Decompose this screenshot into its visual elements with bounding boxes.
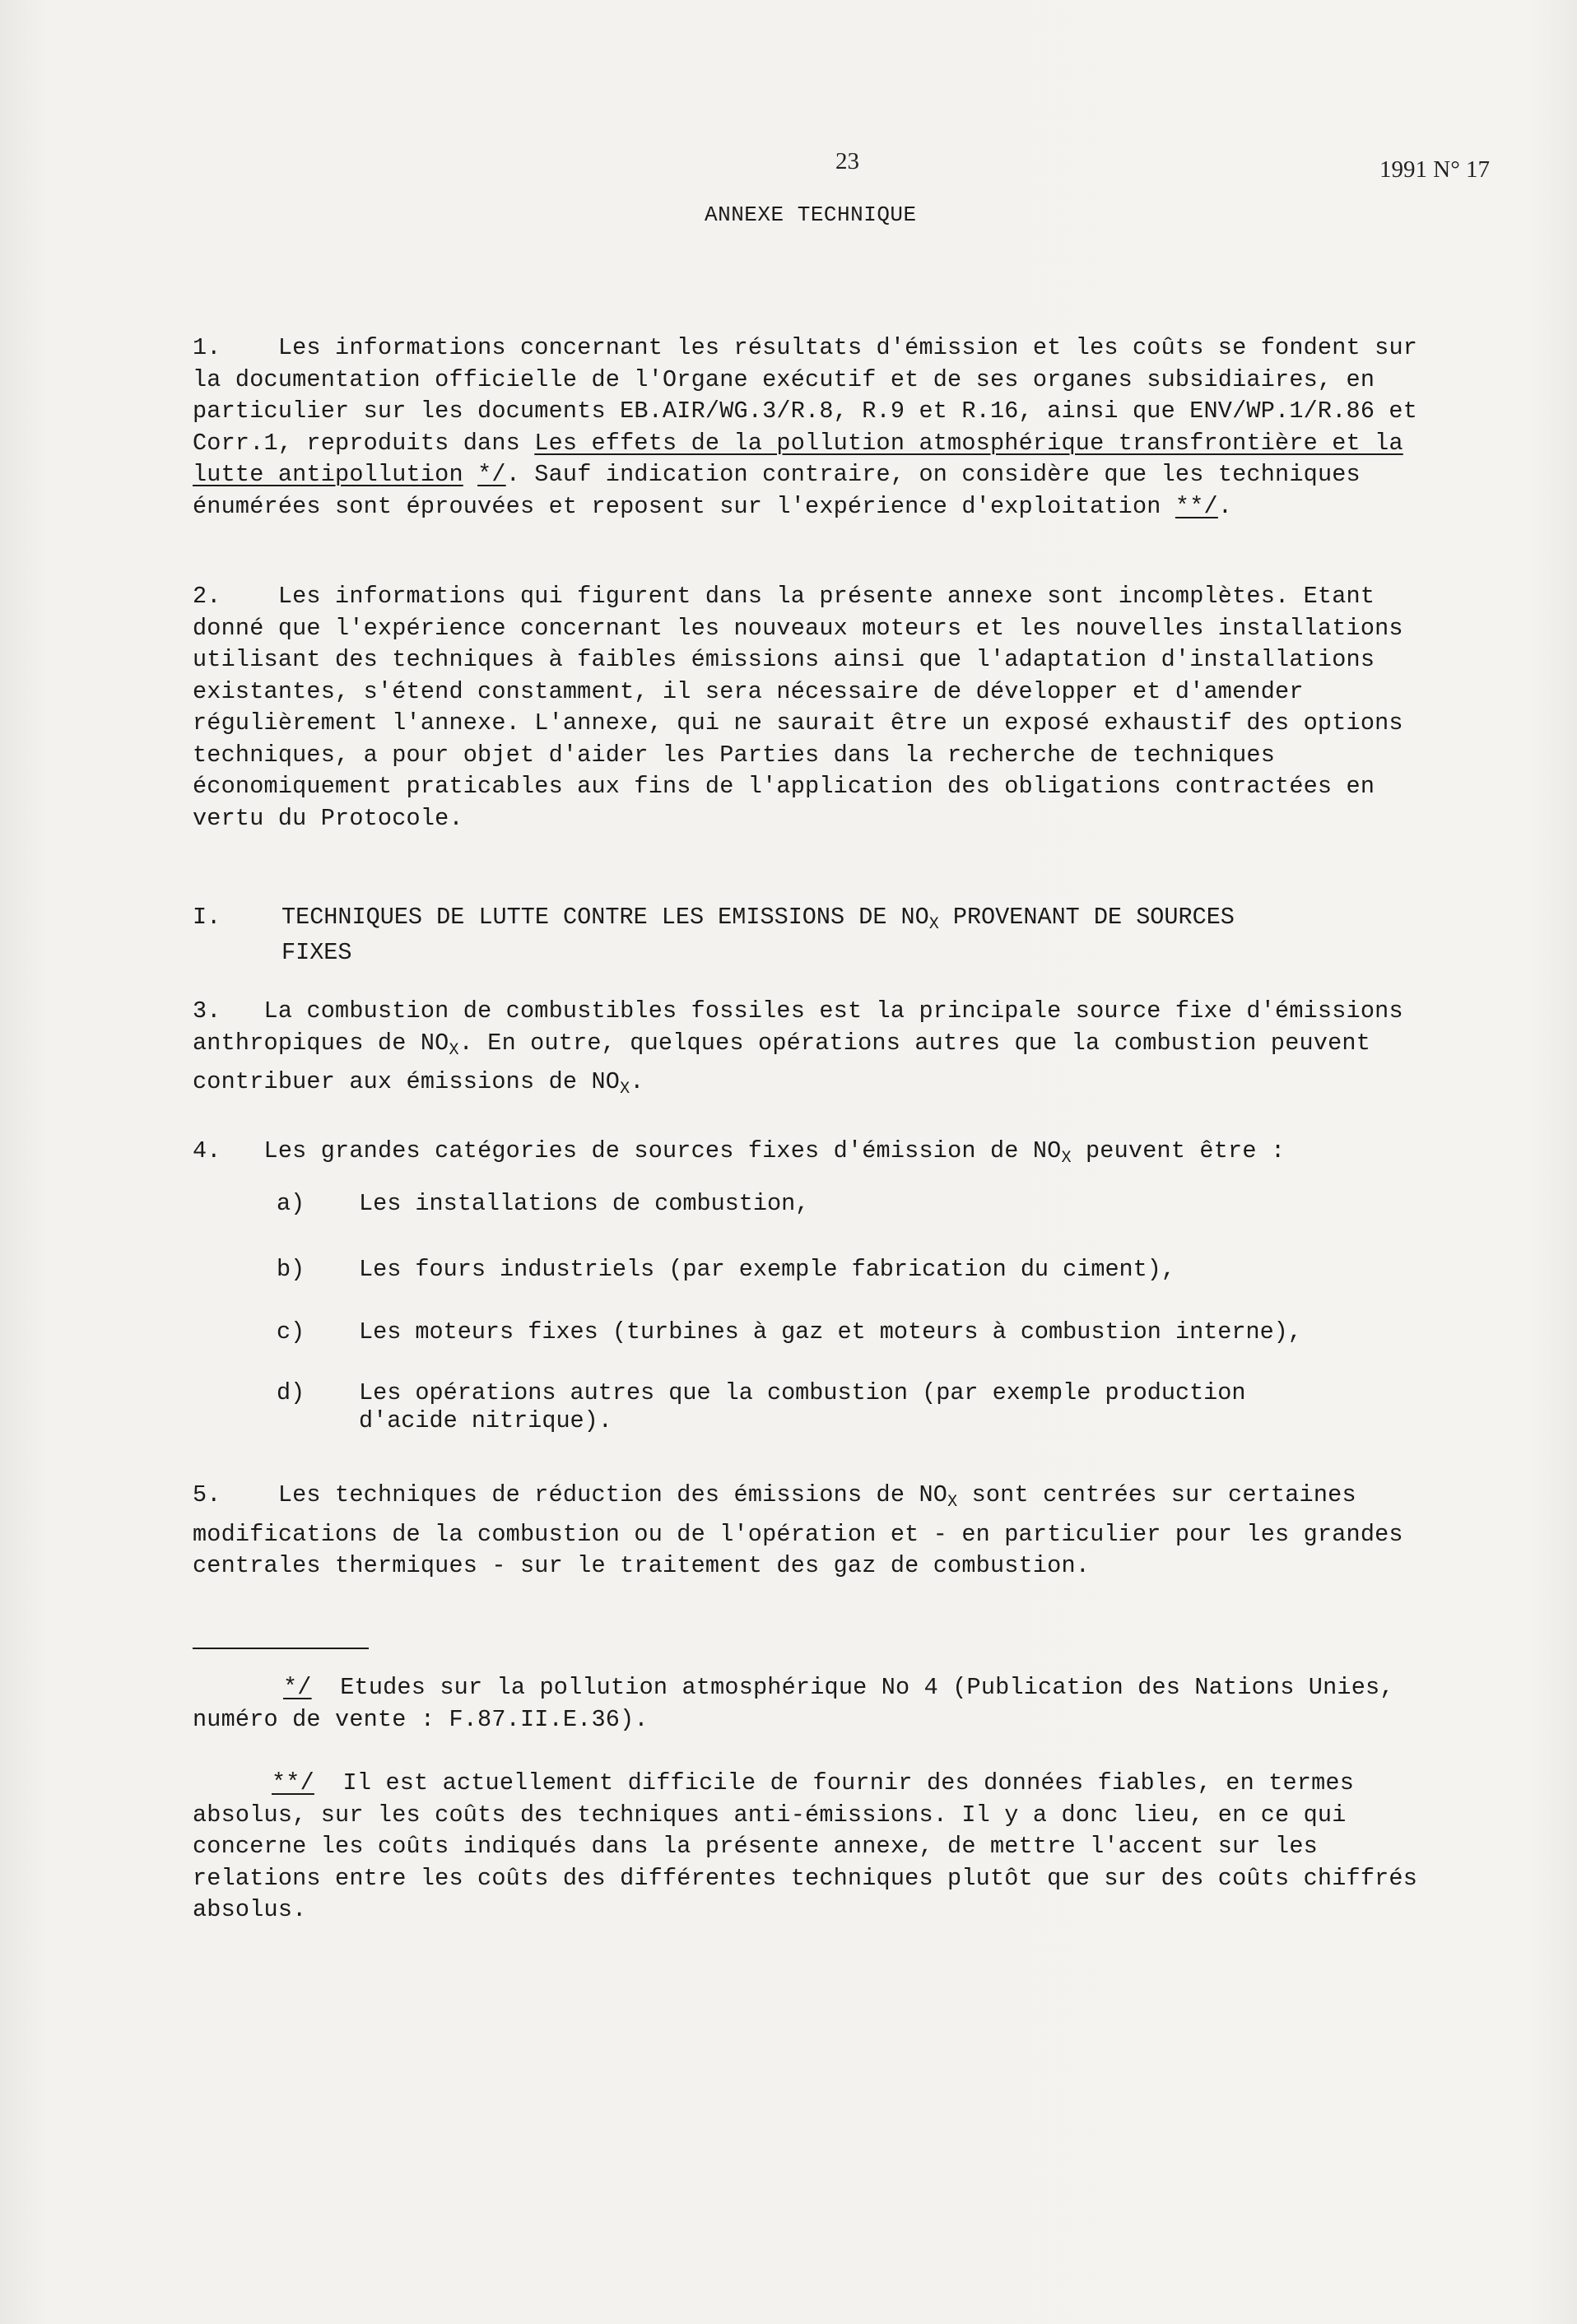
paragraph-1 xyxy=(193,332,1444,523)
paragraph-number: 1. xyxy=(193,334,221,361)
footnote-ref-1: */ xyxy=(477,461,506,488)
list-item: a) Les installations de combustion, xyxy=(277,1190,810,1217)
footnote-ref-2: **/ xyxy=(1175,492,1218,520)
issue-number: 1991 N° 17 xyxy=(1379,156,1491,183)
paragraph-3: 3. La combustion de combustibles fossiles est la principale source fixe d'émissions anthropiques de $NO_X$. En outre, quelques opérations autres que la combustion peuvent contribuer aux émissions de $NO_X$. xyxy=(193,997,1403,1099)
paragraph-2 xyxy=(193,581,1444,834)
paragraph-text: . xyxy=(1217,492,1233,520)
footnote-1: */ Etudes sur la pollution atmosphérique No 4 (Publication des Nations Unies, numéro de vente : F.87.II.E.36). xyxy=(193,1674,1394,1733)
list-item: d) Les opérations autres que la combustion (par exemple production d'acide nitrique). xyxy=(277,1379,1246,1434)
paragraph-text: . Sauf indication contraire, on considère que les techniques énumérées sont éprouvées et reposent sur l'expérience d'exploitation xyxy=(193,461,1361,520)
paragraph-5: 5. Les techniques de réduction des émissions de $NO_X$ sont centrées sur certaines modifications de la combustion ou de l'opération et - en particulier pour les grandes centrales thermiques - sur le traitement des gaz de combustion. xyxy=(193,1481,1403,1579)
annex-title: ANNEXE TECHNIQUE xyxy=(705,202,917,227)
paragraph-number: 3. xyxy=(193,997,221,1025)
paragraph-number: 5. xyxy=(193,1481,221,1508)
cited-publication-title: Les effets de la pollution atmosphérique transfrontière et la lutte antipollution xyxy=(193,429,1403,488)
footnote-separator xyxy=(193,1648,369,1649)
list-item: b) Les fours industriels (par exemple fabrication du ciment), xyxy=(277,1256,1175,1283)
section-number: I. xyxy=(193,904,221,931)
footnote-mark: */ xyxy=(283,1674,312,1701)
paragraph-text: Les informations qui figurent dans la présente annexe sont incomplètes. Etant donné que l'expérience concernant les nouveaux moteurs et les nouvelles installations utilisant des techniques à faibles émissions ainsi que l'adaptation d'installations existantes, s'étend constamment, il sera nécessaire de développer et d'amender régulièrement l'annexe. L'annexe, qui ne saurait être un exposé exhaustif des options techniques, a pour objet d'aider les Parties dans la recherche de techniques économiquement praticables aux fins de l'application des obligations contractées en vertu du Protocole. xyxy=(193,583,1403,832)
list-item: c) Les moteurs fixes (turbines à gaz et moteurs à combustion interne), xyxy=(277,1318,1302,1346)
paragraph-number: 2. xyxy=(193,583,221,610)
paragraph-number: 4. xyxy=(193,1137,221,1164)
footnote-mark: **/ xyxy=(272,1769,314,1796)
section-heading-I xyxy=(193,904,1444,966)
paragraph-text: Les informations concernant les résultats d'émission et les coûts se fondent sur la documentation officielle de l'Organe exécutif et de ses organes subsidiaires, en particulier sur les documents EB.AIR/WG.3/R.8, R.9 et R.16, ainsi que ENV/WP.1/R.86 et Corr.1, reproduits dans xyxy=(193,334,1418,457)
page-number: 23 xyxy=(835,148,859,174)
footnote-2: **/ Il est actuellement difficile de fournir des données fiables, en termes absolus, sur les coûts des techniques anti-émissions. Il y a donc lieu, en ce qui concerne les coûts indiqués dans la présente annexe, de mettre l'accent sur les relations entre les coûts des différentes techniques plutôt que sur des coûts chiffrés absolus. xyxy=(193,1769,1418,1923)
section-title: TECHNIQUES DE LUTTE CONTRE LES EMISSIONS DE $NO_X$ PROVENANT DE SOURCES FIXES xyxy=(281,904,1235,966)
paragraph-4: 4. Les grandes catégories de sources fixes d'émission de $NO_X$ peuvent être : xyxy=(193,1137,1286,1168)
